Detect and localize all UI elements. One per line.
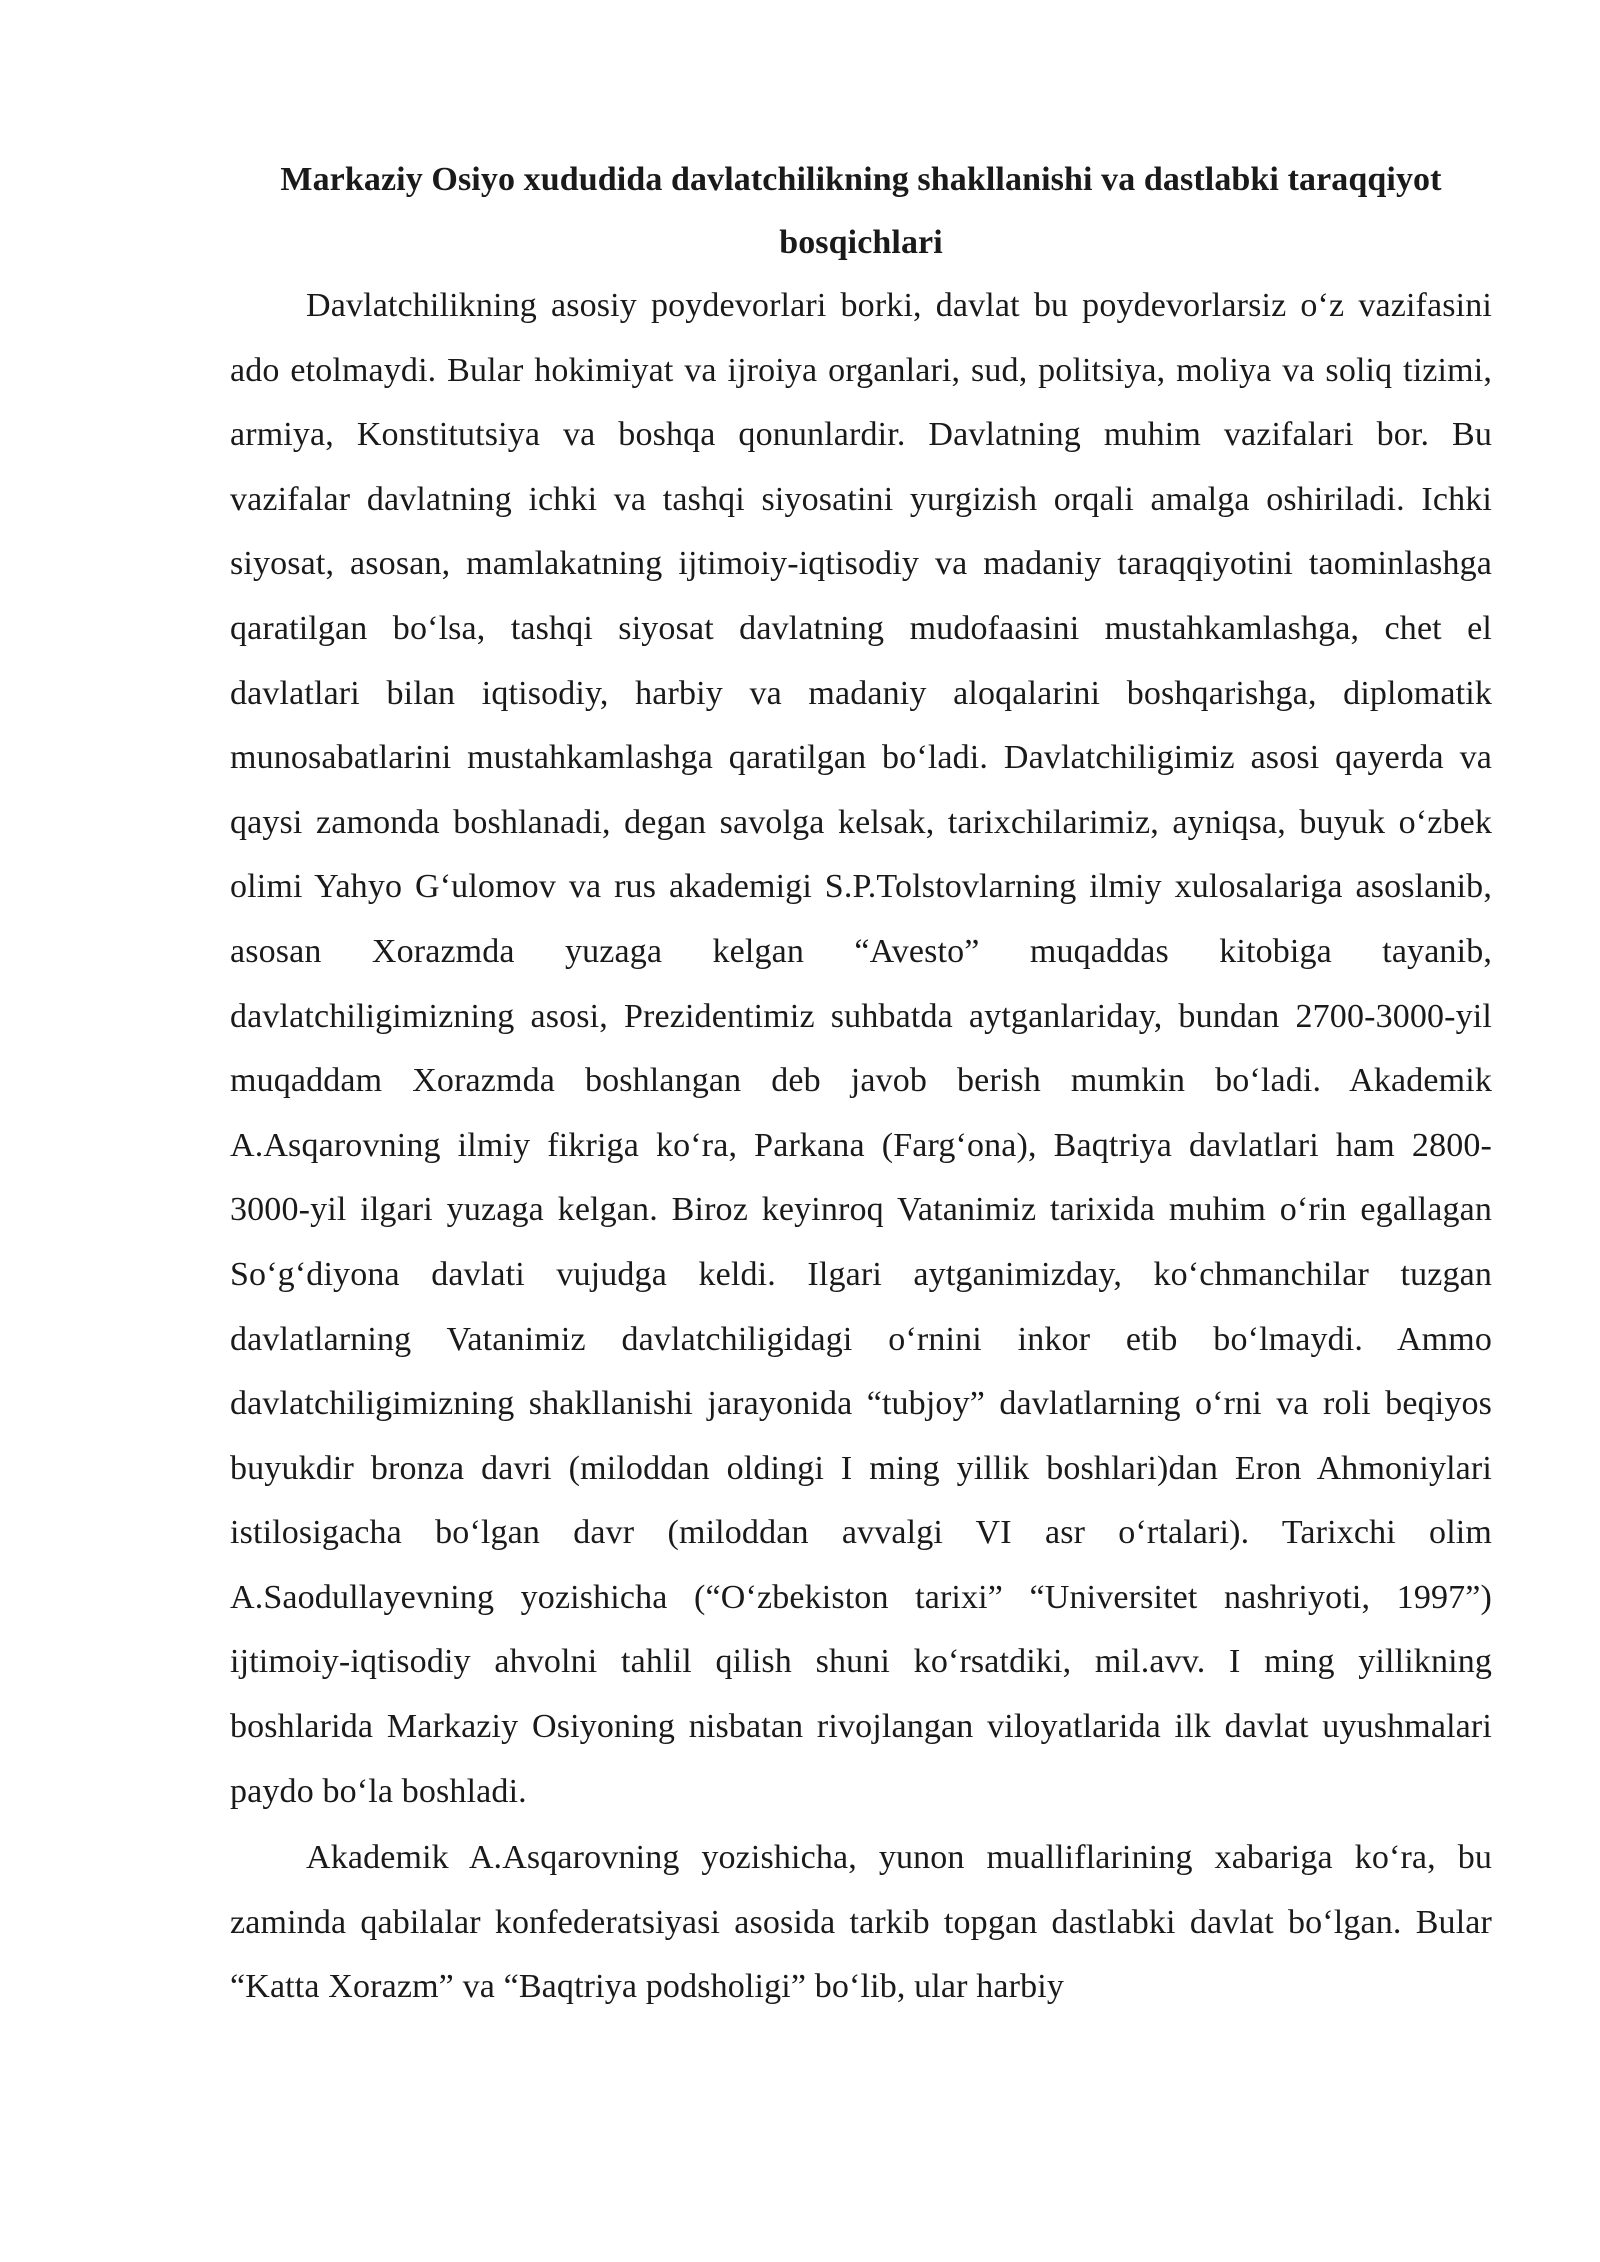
paragraph: Akademik A.Asqarovning yozishicha, yunon mualliflarining xabariga ko‘ra, bu zaminda qabilalar konfederatsiyasi asosida tarkib topgan dastlabki davlat bo‘lgan. Bular “Katta Xorazm” va “Baqtriya podsholigi” bo‘lib, ular harbiy — [230, 1839, 1492, 2006]
paragraph: Davlatchilikning asosiy poydevorlari borki, davlat bu poydevorlarsiz o‘z vazifasini ado etolmaydi. Bular hokimiyat va ijroiya organlari, sud, politsiya, moliya va soliq tizimi, armiya, Konstitutsiya va boshqa qonunlardir. Davlatning muhim vazifalari bor. Bu vazifalar davlatning ichki va tashqi siyosatini yurgizish orqali amalga oshiriladi. Ichki siyosat, asosan, mamlakatning ijtimoiy-iqtisodiy va madaniy taraqqiyotini taominlashga qaratilgan bo‘lsa, tashqi siyosat davlatning mudofaasini mustahkamlashga, chet el davlatlari bilan iqtisodiy, harbiy va madaniy aloqalarini boshqarishga, diplomatik munosabatlarini mustahkamlashga qaratilgan bo‘ladi. Davlatchiligimiz asosi qayerda va qaysi zamonda boshlanadi, degan savolga kelsak, tarixchilarimiz, ayniqsa, buyuk o‘zbek olimi Yahyo G‘ulomov va rus akademigi S.P.Tolstovlarning ilmiy xulosalariga asoslanib, asosan Xorazmda yuzaga kelgan “Avesto” muqaddas kitobiga tayanib, davlatchiligimizning asosi, Prezidentimiz suhbatda aytganlariday, bundan 2700-3000-yil muqaddam Xorazmda boshlangan deb javob berish mumkin bo‘ladi. Akademik A.Asqarovning ilmiy fikriga ko‘ra, Parkana (Farg‘ona), Baqtriya davlatlari ham 2800-3000-yil ilgari yuzaga kelgan. Biroz keyinroq Vatanimiz tarixida muhim o‘rin egallagan So‘g‘diyona davlati vujudga keldi. Ilgari aytganimizday, ko‘chmanchilar tuzgan davlatlarning Vatanimiz davlatchiligidagi o‘rnini inkor etib bo‘lmaydi. Ammo davlatchiligimizning shakllanishi jarayonida “tubjoy” davlatlarning o‘rni va roli beqiyos buyukdir bronza davri (miloddan oldingi I ming yillik boshlari)dan Eron Ahmoniylari istilosigacha bo‘lgan davr (miloddan avvalgi VI asr o‘rtalari). Tarixchi olim A.Saodullayevning yozishicha (“O‘zbekiston tarixi” “Universitet nashriyoti, 1997”) ijtimoiy-iqtisodiy ahvolni tahlil qilish shuni ko‘rsatdiki, mil.avv. I ming yillikning boshlarida Markaziy Osiyoning nisbatan rivojlangan viloyatlarida ilk davlat uyushmalari paydo bo‘la boshladi. — [230, 287, 1492, 1810]
document-title: Markaziy Osiyo xududida davlatchilikning shakllanishi va dastlabki taraqqiyot bosqichlari — [280, 161, 1442, 261]
document-body — [230, 148, 1492, 2020]
